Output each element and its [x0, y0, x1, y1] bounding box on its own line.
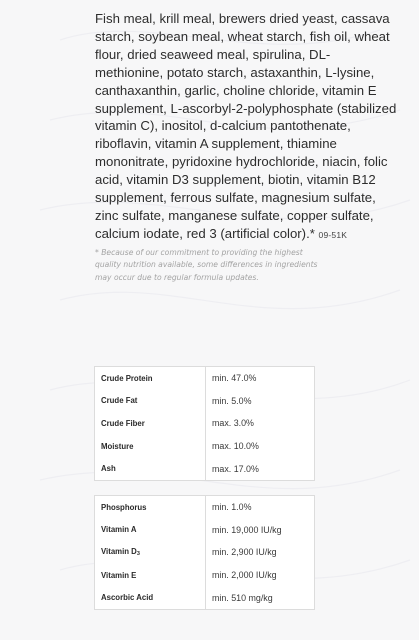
vitamins-minerals-table [94, 495, 315, 610]
nutrient-label: Vitamin A [95, 519, 206, 542]
nutrient-value: min. 5.0% [212, 395, 252, 406]
table-row [95, 564, 315, 587]
table-row [95, 519, 315, 542]
nutrient-label-text: Vitamin D [101, 547, 137, 557]
table-row [95, 541, 315, 564]
nutrient-value: max. 17.0% [212, 463, 259, 474]
nutrient-label: Moisture [95, 435, 206, 458]
nutrient-value: max. 3.0% [212, 418, 254, 429]
lot-code: 09-51K [318, 229, 348, 240]
nutrient-value: min. 510 mg/kg [212, 592, 273, 603]
nutrient-value: max. 10.0% [212, 441, 259, 452]
ingredients-section [0, 0, 419, 284]
nutrient-label: Ash [95, 457, 206, 480]
table-row [95, 496, 315, 519]
ingredients-list [95, 10, 397, 245]
formula-disclaimer: * Because of our commitment to providing the highest quality nutrition available, some differences in ingredients may occur due to regular formula updates. [95, 247, 318, 282]
nutrient-label: Crude Protein [95, 367, 206, 390]
nutrient-value: min. 2,000 IU/kg [212, 570, 277, 581]
nutrient-label: Vitamin E [95, 564, 206, 587]
nutrient-value: min. 2,900 IU/kg [212, 547, 277, 558]
table-row [95, 586, 315, 609]
nutrient-label-subscript: 3 [136, 551, 140, 558]
nutrient-label: Ascorbic Acid [95, 586, 206, 609]
table-row [95, 435, 315, 458]
ingredients-text: Fish meal, krill meal, brewers dried yeast, cassava starch, soybean meal, wheat starch, fish oil, wheat flour, dried seaweed meal, spirulina, DL-methionine, potato starch, astaxanthin, L-lysine, canthaxanthin, garlic, choline chloride, vitamin E supplement, L-ascorbyl-2-polyphosphate (stabilized vitamin C), inositol, d-calcium pantothenate, riboflavin, vitamin A supplement, thiamine mononitrate, pyridoxine hydrochloride, niacin, folic acid, vitamin D3 supplement, biotin, vitamin B12 supplement, ferrous sulfate, magnesium sulfate, zinc sulfate, manganese sulfate, copper sulfate, calcium iodate, red 3 (artificial color).* [95, 11, 397, 241]
table-row [95, 367, 315, 390]
table-row [95, 457, 315, 480]
nutrient-value: min. 47.0% [212, 373, 257, 384]
table-row [95, 390, 315, 413]
nutrient-label: Phosphorus [95, 496, 206, 519]
nutrient-label: Crude Fiber [95, 412, 206, 435]
table-row [95, 412, 315, 435]
nutrient-label [95, 541, 206, 564]
nutrient-value: min. 1.0% [212, 502, 252, 513]
nutrient-value: min. 19,000 IU/kg [212, 524, 282, 535]
nutrient-label: Crude Fat [95, 390, 206, 413]
guaranteed-analysis-table [94, 366, 315, 481]
